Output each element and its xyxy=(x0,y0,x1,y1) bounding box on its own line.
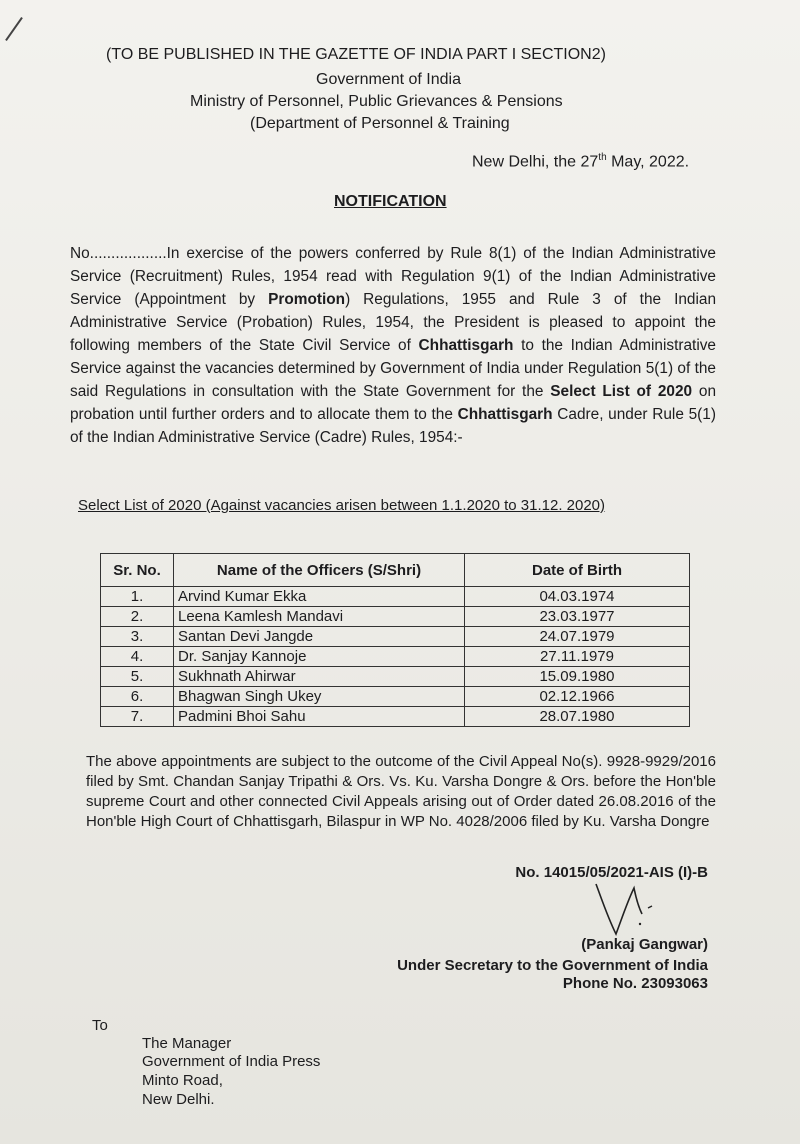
sr-no-cell: 1. xyxy=(101,587,174,607)
sr-no-cell: 3. xyxy=(101,627,174,647)
appeal-note: The above appointments are subject to the outcome of the Civil Appeal No(s). 9928-9929/2016 filed by Smt. Chandan Sanjay Tripathi & Ors. Vs. Ku. Varsha Dongre & Ors. before the Hon'ble supreme Court and other connected Civil Appeals arising out of Order dated 26.08.2016 of the Hon'ble High Court of Chhattisgarh, Bilaspur in WP No. 4028/2006 filed by Ku. Varsha Dongre xyxy=(86,753,716,830)
date-rest: May, 2022. xyxy=(606,153,690,171)
gazette-line: (TO BE PUBLISHED IN THE GAZETTE OF INDIA PART I SECTION2) xyxy=(106,46,606,63)
table-row xyxy=(101,667,690,687)
addressee-line: Minto Road, xyxy=(142,1072,223,1089)
body-text-4: on probation until further orders and to allocate them to the xyxy=(70,383,716,423)
signatory-name: (Pankaj Gangwar) xyxy=(581,936,708,953)
sr-no-cell: 4. xyxy=(101,647,174,667)
officer-name-cell: Leena Kamlesh Mandavi xyxy=(174,607,465,627)
dob-cell: 23.03.1977 xyxy=(465,607,690,627)
table-row xyxy=(101,647,690,667)
dob-cell: 28.07.1980 xyxy=(465,707,690,727)
addressee-line: The Manager xyxy=(142,1035,232,1052)
officer-name-cell: Sukhnath Ahirwar xyxy=(174,667,465,687)
reference-number: No. 14015/05/2021-AIS (I)-B xyxy=(515,864,708,881)
signatory-phone: Phone No. 23093063 xyxy=(562,975,708,992)
department-line: (Department of Personnel & Training xyxy=(250,115,510,132)
pen-mark xyxy=(5,17,23,41)
table-row xyxy=(101,627,690,647)
officer-name-cell: Arvind Kumar Ekka xyxy=(174,587,465,607)
addressee-line: Government of India Press xyxy=(142,1053,321,1070)
sr-no-cell: 7. xyxy=(101,707,174,727)
officer-name-cell: Dr. Sanjay Kannoje xyxy=(174,647,465,667)
officers-table xyxy=(100,553,690,727)
officer-name-cell: Padmini Bhoi Sahu xyxy=(174,707,465,727)
body-bold-cadre: Chhattisgarh xyxy=(457,406,553,423)
addressee-line: New Delhi. xyxy=(142,1091,215,1108)
date-prefix: New Delhi, the 27 xyxy=(472,153,599,171)
dob-cell: 04.03.1974 xyxy=(465,587,690,607)
body-bold-select-list: Select List of 2020 xyxy=(550,383,693,400)
date-suffix: th xyxy=(598,152,607,163)
body-text-1: No..................In exercise of the powers conferred by Rule 8(1) of the Indian Administrative Service (Recruitment) Rules, 1954 read with Regulation 9(1) of the Indian Administrative Service (Appointment by xyxy=(70,245,716,308)
dob-cell: 02.12.1966 xyxy=(465,687,690,707)
sr-no-cell: 6. xyxy=(101,687,174,707)
table-row xyxy=(101,707,690,727)
dob-cell: 27.11.1979 xyxy=(465,647,690,667)
signature-mark xyxy=(588,878,668,940)
notification-body xyxy=(70,242,716,449)
ministry-line: Ministry of Personnel, Public Grievances & Pensions xyxy=(190,93,563,110)
sr-no-cell: 5. xyxy=(101,667,174,687)
body-bold-promotion: Promotion xyxy=(268,291,346,308)
header-officer-name: Name of the Officers (S/Shri) xyxy=(174,554,465,587)
table-header-row xyxy=(101,554,690,587)
header-sr-no: Sr. No. xyxy=(101,554,174,587)
body-text-5: Cadre, under Rule 5(1) of the Indian Administrative Service (Cadre) Rules, 1954:- xyxy=(70,406,716,446)
body-bold-state: Chhattisgarh xyxy=(418,337,514,354)
table-row xyxy=(101,687,690,707)
notification-title: NOTIFICATION xyxy=(334,193,447,210)
government-line: Government of India xyxy=(316,71,461,88)
body-text-2: ) Regulations, 1955 and Rule 3 of the Indian Administrative Service (Probation) Rules, 1954, the President is pleased to appoint the following members of the State Civil Service of xyxy=(70,291,716,354)
dob-cell: 15.09.1980 xyxy=(465,667,690,687)
signatory-designation: Under Secretary to the Government of India xyxy=(397,957,708,974)
body-text-3: to the Indian Administrative Service against the vacancies determined by Government of India under Regulation 5(1) of the said Regulations in consultation with the State Government for the xyxy=(70,337,716,400)
table-row xyxy=(101,587,690,607)
dob-cell: 24.07.1979 xyxy=(465,627,690,647)
officer-name-cell: Santan Devi Jangde xyxy=(174,627,465,647)
header-date-of-birth: Date of Birth xyxy=(465,554,690,587)
officer-name-cell: Bhagwan Singh Ukey xyxy=(174,687,465,707)
date-line xyxy=(472,152,689,171)
select-list-title: Select List of 2020 (Against vacancies arisen between 1.1.2020 to 31.12. 2020) xyxy=(78,497,606,514)
sr-no-cell: 2. xyxy=(101,607,174,627)
table-row xyxy=(101,607,690,627)
to-label: To xyxy=(92,1017,108,1034)
